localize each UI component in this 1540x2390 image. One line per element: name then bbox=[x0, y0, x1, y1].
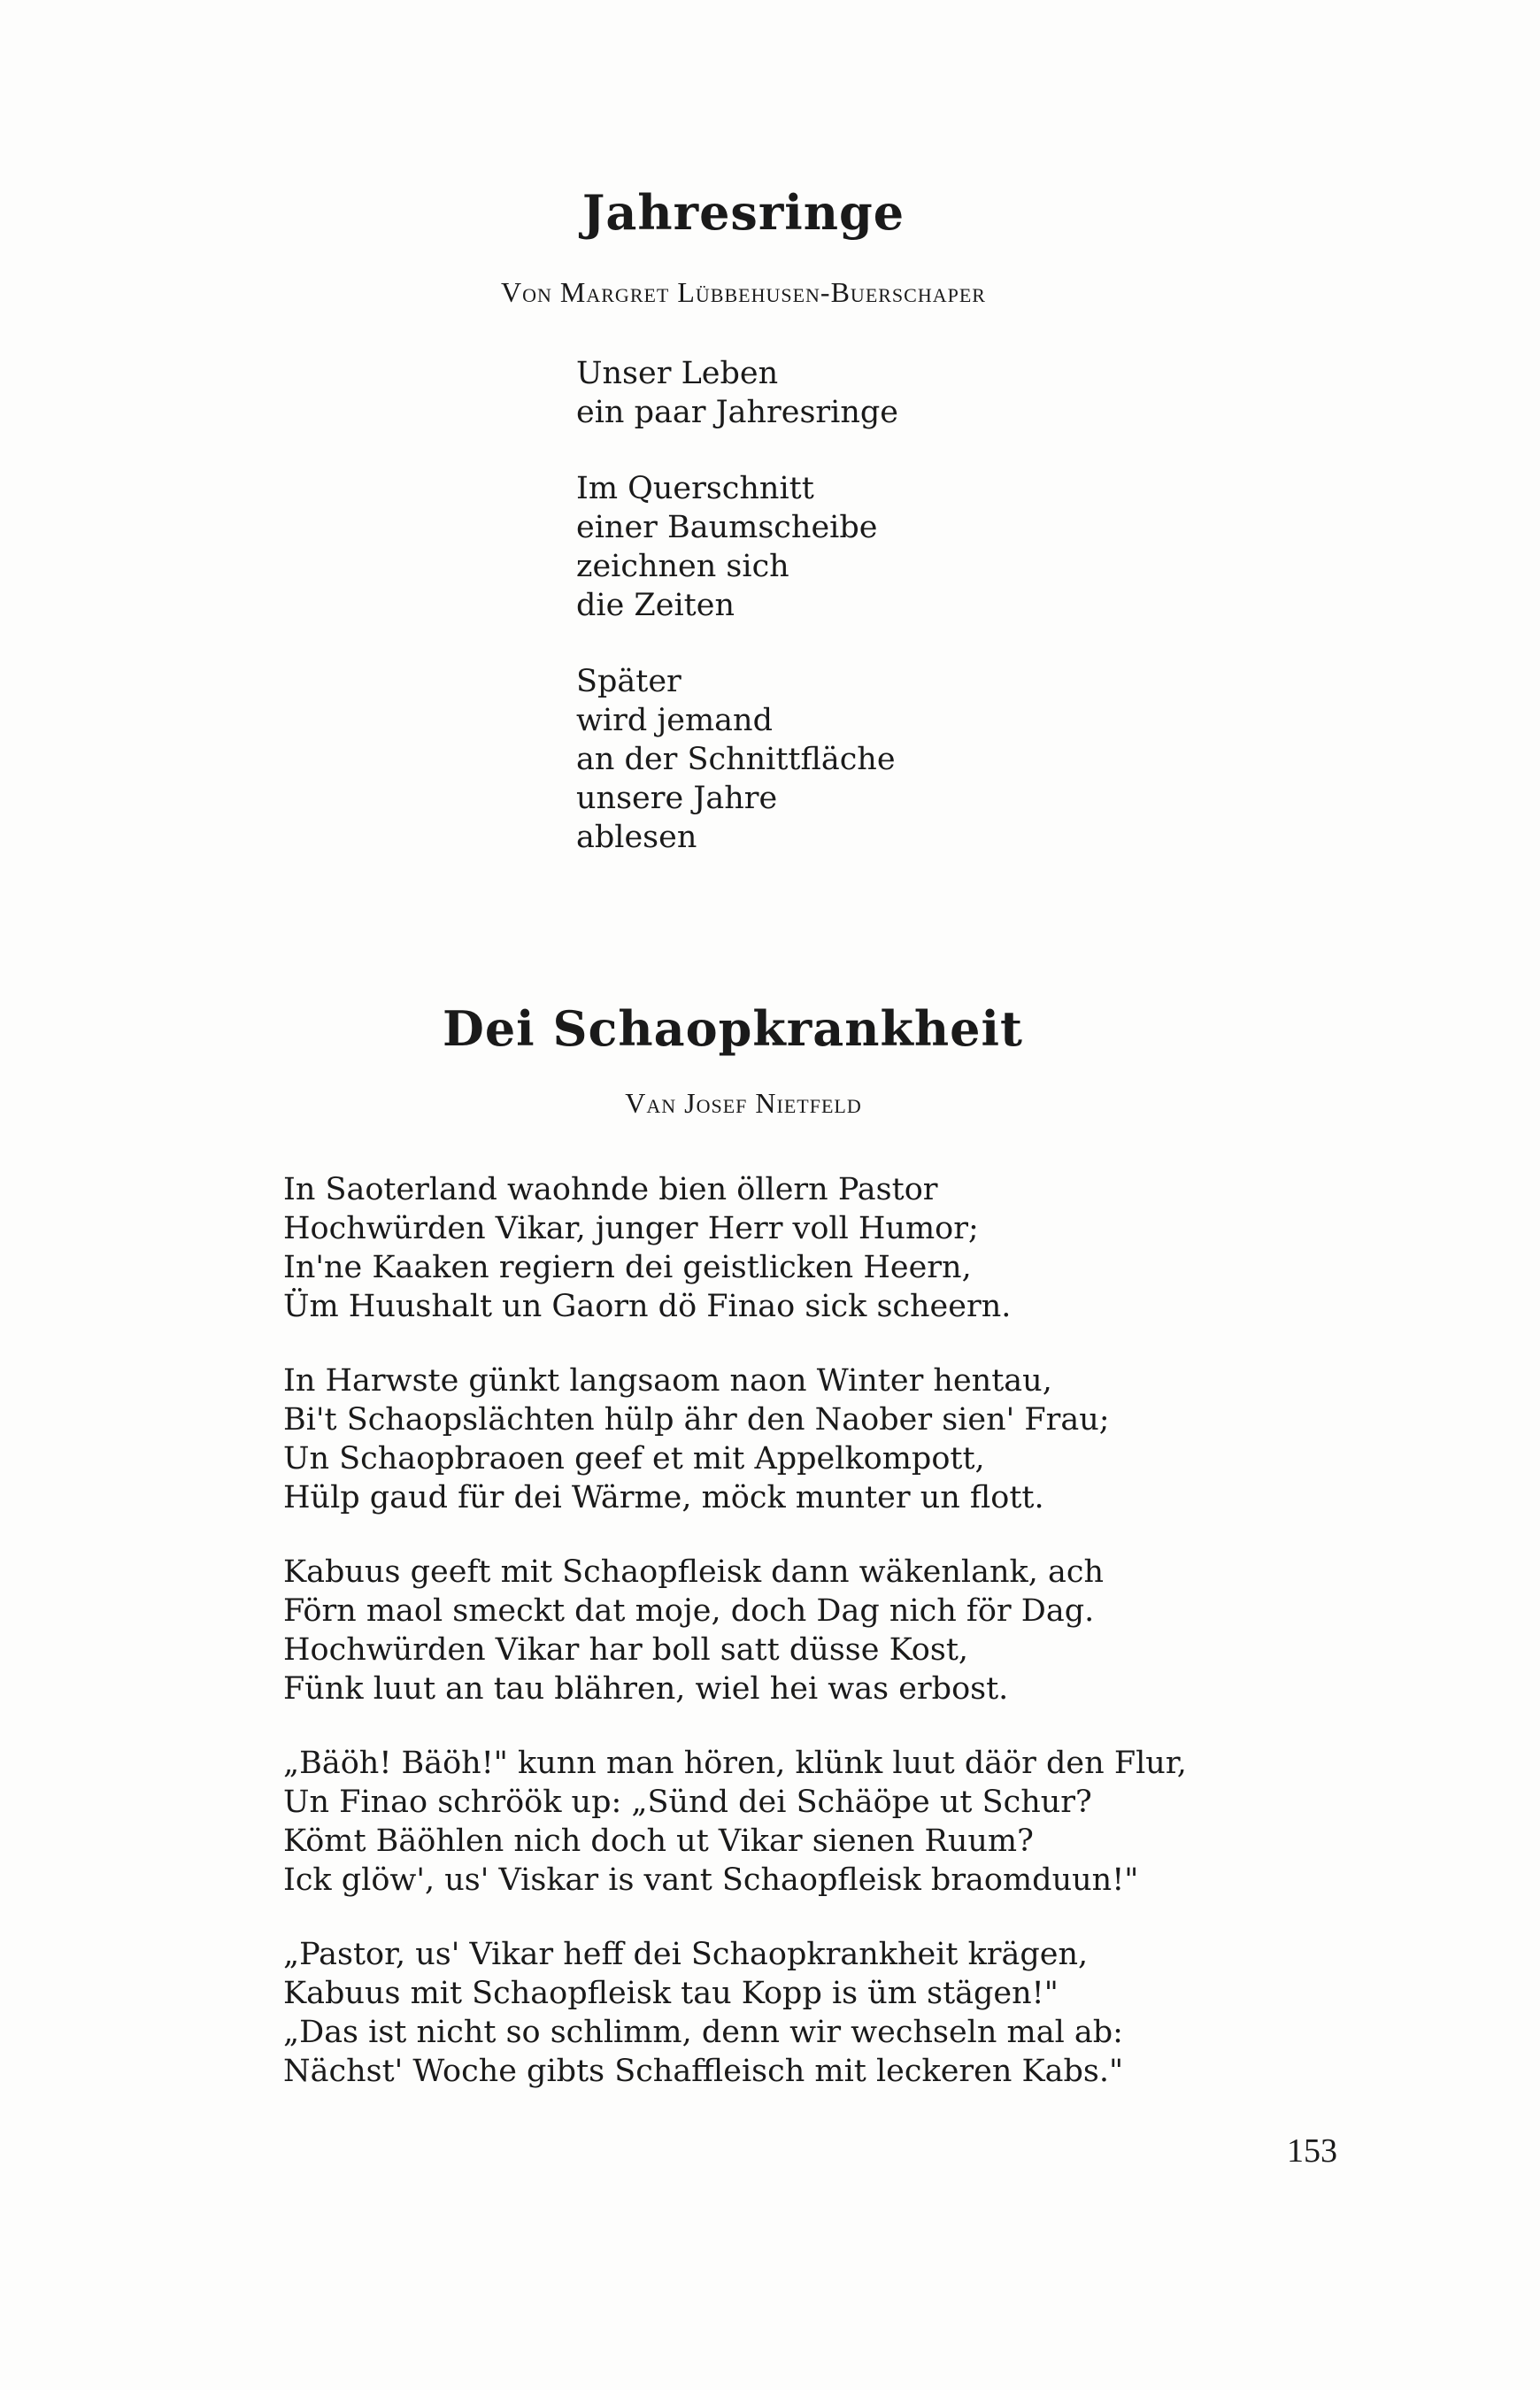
stanza bbox=[576, 469, 877, 625]
verse-line: Unser Leben bbox=[576, 356, 779, 391]
verse-line: ablesen bbox=[576, 820, 697, 855]
verse-line: Üm Huushalt un Gaorn dö Finao sick scheern. bbox=[283, 1289, 1012, 1324]
poem-title-schaopkrankheit: Dei Schaopkrankheit bbox=[442, 1000, 1023, 1057]
verse-line: Im Querschnitt bbox=[576, 471, 814, 506]
verse-line: Kabuus mit Schaopfleisk tau Kopp is üm stägen!" bbox=[283, 1976, 1059, 2011]
verse-line: Später bbox=[576, 664, 681, 699]
verse-line: einer Baumscheibe bbox=[576, 510, 878, 545]
verse-line: die Zeiten bbox=[576, 588, 735, 623]
verse-line: Kabuus geeft mit Schaopfleisk dann wäkenlank, ach bbox=[283, 1554, 1104, 1590]
verse-line: Fünk luut an tau blähren, wiel hei was erbost. bbox=[283, 1671, 1009, 1707]
stanza bbox=[283, 1170, 1011, 1326]
verse-line: Ick glöw', us' Viskar is vant Schaopfleisk braomduun!" bbox=[283, 1862, 1139, 1898]
verse-line: Bi't Schaopslächten hülp ähr den Naober sien' Frau; bbox=[283, 1402, 1110, 1438]
page-number: 153 bbox=[1287, 2132, 1337, 2170]
poem-byline-schaopkrankheit: Van Josef Nietfeld bbox=[625, 1087, 862, 1119]
verse-line: Un Finao schröök up: „Sünd dei Schäöpe ut Schur? bbox=[283, 1785, 1092, 1820]
verse-line: In'ne Kaaken regiern dei geistlicken Heern, bbox=[283, 1250, 972, 1285]
verse-line: Un Schaopbraoen geef et mit Appelkompott, bbox=[283, 1441, 985, 1476]
verse-line: Hochwürden Vikar har boll satt düsse Kost, bbox=[283, 1632, 969, 1668]
verse-line: „Bäöh! Bäöh!" kunn man hören, klünk luut däör den Flur, bbox=[283, 1746, 1187, 1781]
verse-line: In Saoterland waohnde bien öllern Pastor bbox=[283, 1172, 938, 1207]
verse-line: unsere Jahre bbox=[576, 781, 778, 816]
verse-line: Förn maol smeckt dat moje, doch Dag nich för Dag. bbox=[283, 1593, 1095, 1629]
verse-line: „Pastor, us' Vikar heff dei Schaopkrankheit krägen, bbox=[283, 1937, 1089, 1972]
verse-line: „Das ist nicht so schlimm, denn wir wechseln mal ab: bbox=[283, 2015, 1123, 2050]
poem-byline-jahresringe: Von Margret Lübbehusen-Buerschaper bbox=[501, 276, 986, 308]
verse-line: an der Schnittfläche bbox=[576, 742, 896, 777]
verse-line: In Harwste günkt langsaom naon Winter hentau, bbox=[283, 1363, 1052, 1399]
stanza bbox=[283, 1553, 1104, 1708]
stanza bbox=[576, 354, 898, 432]
verse-line: ein paar Jahresringe bbox=[576, 395, 898, 430]
stanza bbox=[283, 1361, 1110, 1517]
verse-line: Nächst' Woche gibts Schaffleisch mit leckeren Kabs." bbox=[283, 2054, 1124, 2089]
poem-title-jahresringe: Jahresringe bbox=[581, 184, 905, 241]
stanza bbox=[576, 662, 896, 857]
verse-line: wird jemand bbox=[576, 703, 773, 738]
verse-line: zeichnen sich bbox=[576, 549, 789, 584]
stanza bbox=[283, 1935, 1123, 2091]
verse-line: Kömt Bäöhlen nich doch ut Vikar sienen Ruum? bbox=[283, 1823, 1034, 1859]
verse-line: Hülp gaud für dei Wärme, möck munter un flott. bbox=[283, 1480, 1044, 1515]
verse-line: Hochwürden Vikar, junger Herr voll Humor; bbox=[283, 1211, 979, 1246]
stanza bbox=[283, 1744, 1187, 1900]
